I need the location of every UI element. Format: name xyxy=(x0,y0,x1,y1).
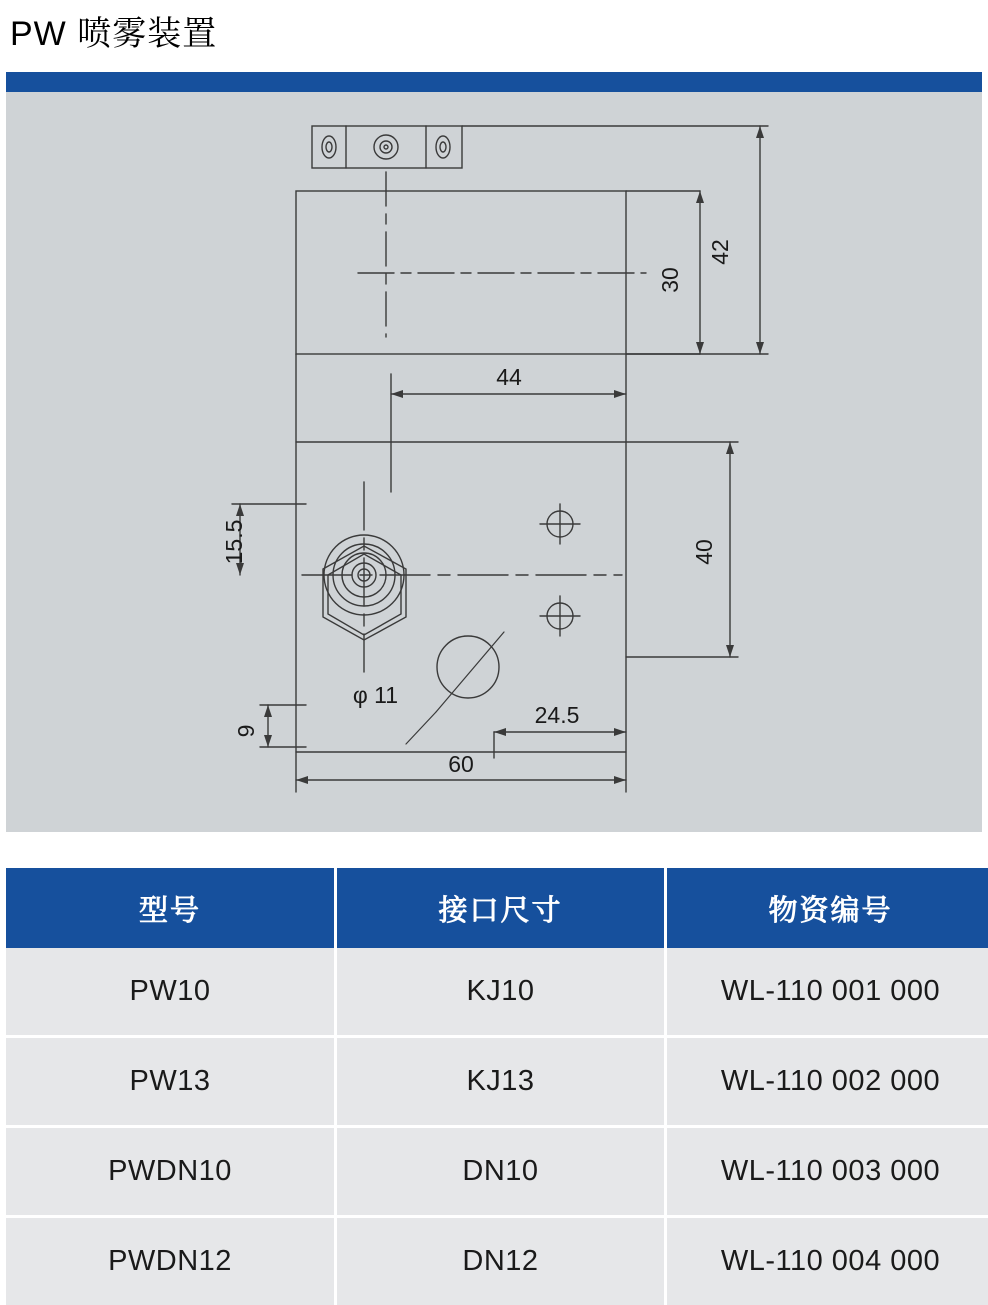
technical-drawing xyxy=(6,92,982,832)
specification-table xyxy=(6,868,988,1305)
cell-interface-size: DN12 xyxy=(336,1217,666,1305)
technical-drawing-panel xyxy=(6,92,982,832)
cell-model: PWDN12 xyxy=(6,1217,336,1305)
dim-40: 40 xyxy=(691,539,717,565)
dim-phi-11: φ 11 xyxy=(353,682,398,708)
dim-24-5: 24.5 xyxy=(535,702,580,728)
cell-interface-size: DN10 xyxy=(336,1127,666,1217)
title-accent-bar xyxy=(6,72,982,92)
cell-material-code: WL-110 004 000 xyxy=(666,1217,988,1305)
dim-9: 9 xyxy=(233,725,259,738)
cell-model: PW13 xyxy=(6,1037,336,1127)
table-row xyxy=(6,1037,988,1127)
dim-60: 60 xyxy=(448,751,474,777)
dim-30: 30 xyxy=(657,267,683,293)
cell-material-code: WL-110 002 000 xyxy=(666,1037,988,1127)
cell-interface-size: KJ10 xyxy=(336,948,666,1037)
dim-42: 42 xyxy=(707,239,733,265)
page-title: PW 喷雾装置 xyxy=(10,6,217,55)
column-header-material-code: 物资编号 xyxy=(666,868,988,948)
dim-44: 44 xyxy=(496,364,522,390)
column-header-interface-size: 接口尺寸 xyxy=(336,868,666,948)
dim-15-5: 15.5 xyxy=(221,520,247,565)
cell-model: PWDN10 xyxy=(6,1127,336,1217)
cell-interface-size: KJ13 xyxy=(336,1037,666,1127)
cell-material-code: WL-110 003 000 xyxy=(666,1127,988,1217)
cell-material-code: WL-110 001 000 xyxy=(666,948,988,1037)
table-row xyxy=(6,1217,988,1305)
cell-model: PW10 xyxy=(6,948,336,1037)
column-header-model: 型号 xyxy=(6,868,336,948)
table-row xyxy=(6,1127,988,1217)
table-header-row xyxy=(6,868,988,948)
table-row xyxy=(6,948,988,1037)
